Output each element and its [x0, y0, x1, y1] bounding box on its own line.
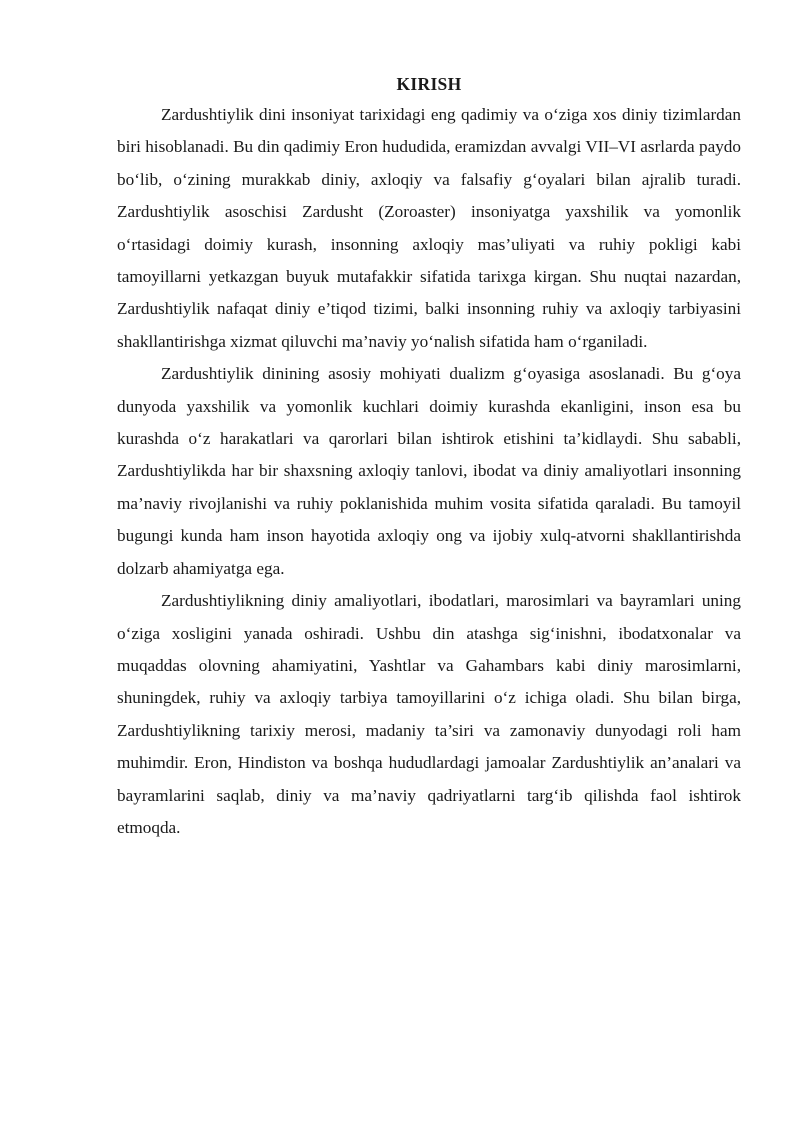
paragraph-2: Zardushtiylik dinining asosiy mohiyati dualizm g‘oyasiga asoslanadi. Bu g‘oya dunyoda yaxshilik va yomonlik kuchlari doimiy kurashda ekanligini, inson esa bu kurashda o‘z harakatlari va qarorlari bilan ishtirok etishini ta’kidlaydi. Shu sababli, Zardushtiylikda har bir shaxsning axloqiy tanlovi, ibodat va diniy amaliyotlari insonning ma’naviy rivojlanishi va ruhiy poklanishida muhim vosita sifatida qaraladi. Bu tamoyil bugungi kunda ham inson hayotida axloqiy ong va ijobiy xulq-atvorni shakllantirishda dolzarb ahamiyatga ega.	[117, 364, 741, 578]
paragraph-1: Zardushtiylik dini insoniyat tarixidagi eng qadimiy va o‘ziga xos diniy tizimlardan biri hisoblanadi. Bu din qadimiy Eron hududida, eramizdan avvalgi VII–VI asrlarda paydo bo‘lib, o‘zining murakkab diniy, axloqiy va falsafiy g‘oyalari bilan ajralib turadi. Zardushtiylik asoschisi Zardusht (Zoroaster) insoniyatga yaxshilik va yomonlik o‘rtasidagi doimiy kurash, insonning axloqiy mas’uliyati va ruhiy pokligi kabi tamoyillarni yetkazgan buyuk mutafakkir sifatida tarixga kirgan. Shu nuqtai nazardan, Zardushtiylik nafaqat diniy e’tiqod tizimi, balki insonning ruhiy va axloqiy tarbiyasini shakllantirishga xizmat qiluvchi ma’naviy yo‘nalish sifatida ham o‘rganiladi.	[117, 105, 741, 351]
document-page	[117, 72, 741, 844]
paragraph-3: Zardushtiylikning diniy amaliyotlari, ibodatlari, marosimlari va bayramlari uning o‘ziga xosligini yanada oshiradi. Ushbu din atashga sig‘inishni, ibodatxonalar va muqaddas olovning ahamiyatini, Yashtlar va Gahambars kabi diniy marosimlarni, shuningdek, ruhiy va axloqiy tarbiya tamoyillarini o‘z ichiga oladi. Shu bilan birga, Zardushtiylikning tarixiy merosi, madaniy ta’siri va zamonaviy dunyodagi roli ham muhimdir. Eron, Hindiston va boshqa hududlardagi jamoalar Zardushtiylik an’analari va bayramlarini saqlab, diniy va ma’naviy qadriyatlarni targ‘ib qilishda faol ishtirok etmoqda.	[117, 591, 741, 837]
page-title: KIRISH	[396, 74, 462, 94]
